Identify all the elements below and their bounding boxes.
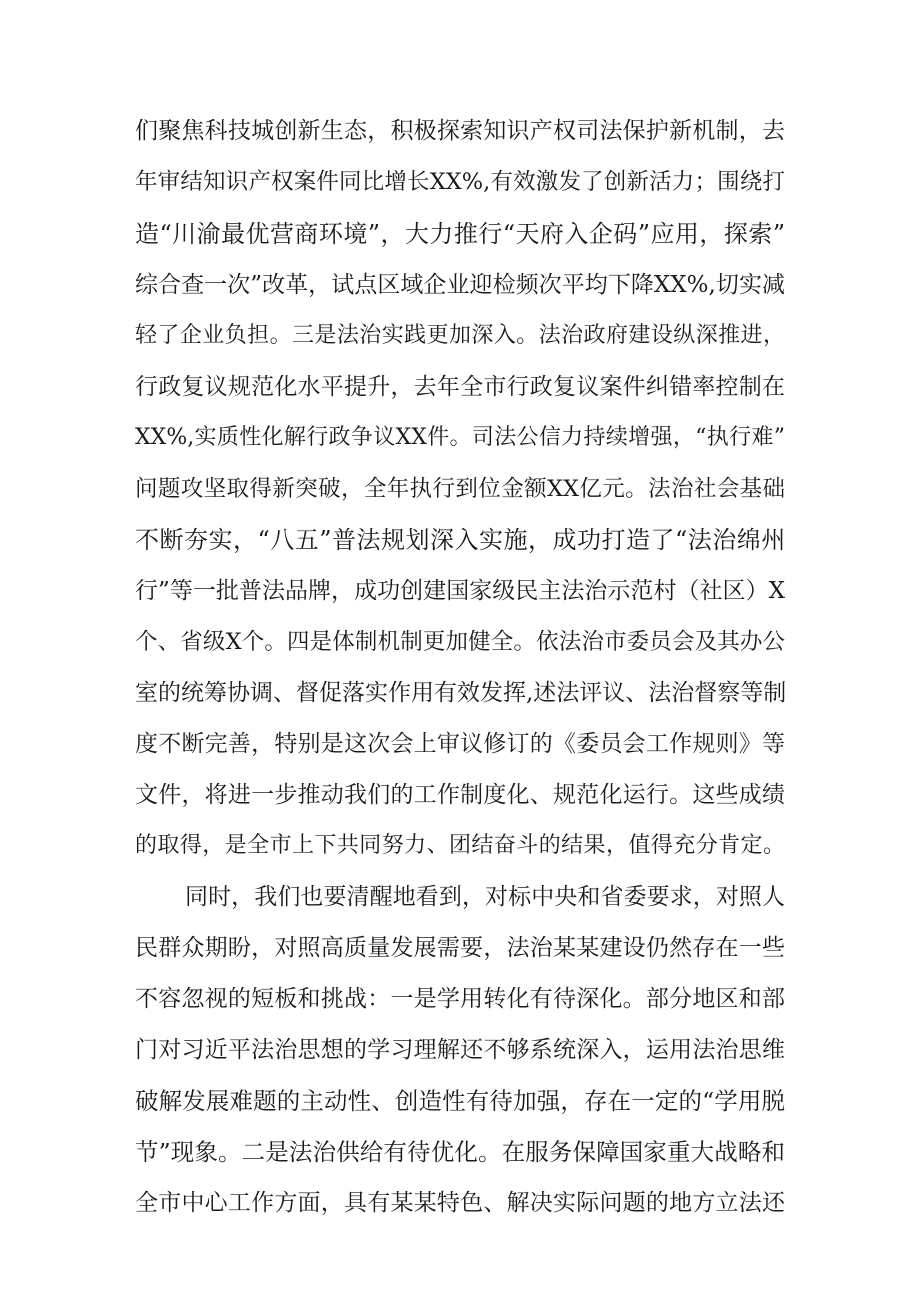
paragraph-2-line-7: 全市中心工作方面，具有某某特色、解决实际问题的地方立法还 bbox=[135, 1190, 785, 1216]
paragraph-1-line-4: 综合查一次”改革，试点区域企业迎检频次平均下降XX%,切实减 bbox=[135, 272, 785, 298]
paragraph-1-line-15: 的取得，是全市上下共同努力、团结奋斗的结果，值得充分肯定。 bbox=[135, 833, 785, 858]
paragraph-1-line-6: 行政复议规范化水平提升，去年全市行政复议案件纠错率控制在 bbox=[135, 374, 785, 400]
paragraph-1-line-13: 度不断完善，特别是这次会上审议修订的《委员会工作规则》等 bbox=[135, 731, 785, 757]
paragraph-2-line-1: 同时，我们也要清醒地看到，对标中央和省委要求，对照人 bbox=[185, 884, 785, 910]
paragraph-1-line-12: 室的统筹协调、督促落实作用有效发挥,述法评议、法治督察等制 bbox=[135, 680, 787, 706]
paragraph-1-line-1: 们聚焦科技城创新生态，积极探索知识产权司法保护新机制，去 bbox=[135, 118, 785, 144]
paragraph-2-line-4: 门对习近平法治思想的学习理解还不够系统深入，运用法治思维 bbox=[135, 1037, 785, 1063]
paragraph-2-line-5: 破解发展难题的主动性、创造性有待加强，存在一定的“学用脱 bbox=[135, 1087, 785, 1115]
paragraph-1-line-7: XX%,实质性化解行政争议XX件。司法公信力持续增强，“执行难” bbox=[135, 425, 785, 450]
paragraph-1-line-9: 不断夯实，“八五”普法规划深入实施，成功打造了“法治绵州 bbox=[135, 526, 786, 554]
paragraph-1-line-14: 文件，将进一步推动我们的工作制度化、规范化运行。这些成绩 bbox=[135, 782, 785, 808]
paragraph-2-line-2: 民群众期盼，对照高质量发展需要，法治某某建设仍然存在一些 bbox=[135, 935, 785, 961]
paragraph-1-line-10: 行”等一批普法品牌，成功创建国家级民主法治示范村（社区）X bbox=[135, 578, 785, 604]
paragraph-1-line-5: 轻了企业负担。三是法治实践更加深入。法治政府建设纵深推进， bbox=[135, 323, 785, 348]
paragraph-1-line-8: 问题攻坚取得新突破，全年执行到位金额XX亿元。法治社会基础 bbox=[135, 476, 785, 502]
paragraph-1-line-2: 年审结知识产权案件同比增长XX%,有效激发了创新活力；围绕打 bbox=[135, 169, 785, 195]
paragraph-1-line-3: 造“川渝最优营商环境”，大力推行“天府入企码”应用，探索” bbox=[135, 220, 785, 248]
paragraph-1-line-11: 个、省级X个。四是体制机制更加健全。依法治市委员会及其办公 bbox=[135, 629, 785, 655]
paragraph-2-line-6: 节”现象。二是法治供给有待优化。在服务保障国家重大战略和 bbox=[135, 1138, 785, 1166]
paragraph-2-line-3: 不容忽视的短板和挑战：一是学用转化有待深化。部分地区和部 bbox=[135, 986, 785, 1012]
